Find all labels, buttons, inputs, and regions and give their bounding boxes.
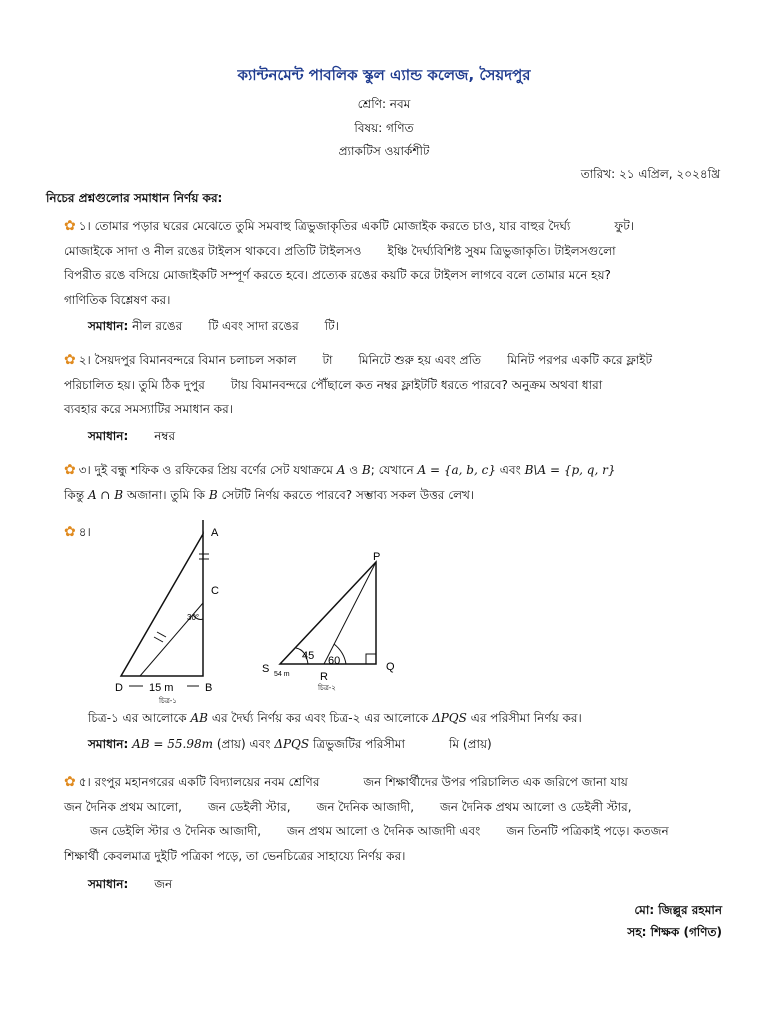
caption-fig1: চিত্র-১ — [159, 698, 177, 705]
figure-2 — [258, 548, 398, 698]
date-line: তারিখ: ২১ এপ্রিল, ২০২৪খ্রি — [580, 167, 720, 181]
label-B: B — [205, 682, 213, 694]
dimension-54m: 54 m — [274, 671, 290, 678]
dimension-15m: 15 m — [149, 682, 174, 694]
label-R: R — [320, 671, 328, 683]
answer-4: সমাধান: AB = 55.98m (প্রায়) এবং ΔPQS ত্রিভুজটির পরিসীমা মি (প্রায়) — [88, 737, 492, 751]
gear-icon: ✿ — [64, 352, 76, 368]
answer-1: সমাধান: নীল রঙের টি এবং সাদা রঙের টি। — [88, 319, 339, 333]
question-2: ✿ ২। সৈয়দপুর বিমানবন্দরে বিমান চলাচল সকাল টা মিনিটে শুরু হয় এবং প্রতি মিনিট পরপর একটি করে ফ্লাইট পরিচালিত হয়। তুমি ঠিক দুপুর টায় বিমানবন্দরে পৌঁছালে কত নম্বর ফ্লাইটটি ধরতে পারবে? অনুক্রম অথবা ধারা ব্যবহার করে সমস্যাটির সমাধান কর। — [64, 348, 724, 422]
angle-60: 60 — [328, 655, 341, 667]
question-4-text: চিত্র-১ এর আলোকে AB এর দৈর্ঘ্য নির্ণয় কর এবং চিত্র-২ এর আলোকে ΔPQS এর পরিসীমা নির্ণয় কর। — [88, 711, 582, 725]
label-P: P — [373, 551, 381, 563]
gear-icon: ✿ — [64, 218, 76, 234]
question-5: ✿ ৫। রংপুর মহানগরের একটি বিদ্যালয়ের নবম শ্রেণির জন শিক্ষার্থীদের উপর পরিচালিত এক জরিপে জানা যায় জন দৈনিক প্রথম আলো, জন ডেইলী স্টার, জন দৈনিক আজাদী, জন দৈনিক প্রথম আলো ও ডেইলী স্টার, জন ডেইলি স্টার ও দৈনিক আজাদী, জন প্রথম আলো ও দৈনিক আজাদী এবং জন তিনটি পত্রিকাই পড়ে। কতজন শিক্ষার্থী কেবলমাত্র দুইটি পত্রিকা পড়ে, তা ভেনচিত্রের সাহায্যে নির্ণয় কর। — [64, 770, 724, 868]
question-3: ✿ ৩। দুই বন্ধু শফিক ও রফিকের প্রিয় বর্ণের সেট যথাক্রমে A ও B; যেখানে A = {a, b, c} এবং B\A = {p, q, r} কিন্তু A ∩ B অজানা। তুমি কি B সেটটি নির্ণয় করতে পারবে? সম্ভাব্য সকল উত্তর লেখ। — [64, 458, 724, 507]
figure-1 — [105, 520, 235, 710]
question-4-label: ✿ ৪। — [64, 524, 91, 540]
sheet-title: প্র্যাকটিস ওয়ার্কশীট — [338, 144, 430, 158]
answer-2: সমাধান: নম্বর — [88, 429, 176, 443]
label-Q: Q — [386, 661, 395, 673]
angle-45: 45 — [302, 650, 315, 662]
instruction: নিচের প্রশ্নগুলোর সমাধান নির্ণয় কর: — [46, 191, 223, 205]
answer-5: সমাধান: জন — [88, 877, 173, 891]
subject-line: বিষয়: গণিত — [354, 121, 414, 135]
caption-fig2: চিত্র-২ — [318, 685, 336, 692]
label-A: A — [211, 527, 219, 539]
label-S: S — [262, 663, 270, 675]
gear-icon: ✿ — [64, 774, 76, 790]
gear-icon: ✿ — [64, 524, 76, 540]
label-C: C — [211, 585, 219, 597]
school-title: ক্যান্টনমেন্ট পাবলিক স্কুল এ্যান্ড কলেজ, সৈয়দপুর — [237, 66, 531, 84]
teacher-title: সহ: শিক্ষক (গণিত) — [627, 925, 722, 939]
question-1: ✿ ১। তোমার পড়ার ঘরের মেঝেতে তুমি সমবাহু ত্রিভুজাকৃতির একটি মোজাইক করতে চাও, যার বাহুর দৈর্ঘ্য ফুট। মোজাইকে সাদা ও নীল রঙের টাইলস থাকবে। প্রতিটি টাইলসও ইঞ্চি দৈর্ঘ্যবিশিষ্ট সুষম ত্রিভুজাকৃতি। টাইলসগুলো বিপরীত রঙে বসিয়ে মোজাইকটি সম্পূর্ণ করতে হবে। প্রত্যেক রঙের কয়টি করে টাইলস লাগবে বলে তোমার মনে হয়? গাণিতিক বিশ্লেষণ কর। — [64, 214, 724, 312]
gear-icon: ✿ — [64, 462, 76, 478]
teacher-name: মো: জিল্লুর রহমান — [634, 903, 722, 917]
angle-30: 30° — [187, 613, 200, 622]
label-D: D — [115, 682, 123, 694]
class-line: শ্রেণি: নবম — [357, 97, 411, 111]
